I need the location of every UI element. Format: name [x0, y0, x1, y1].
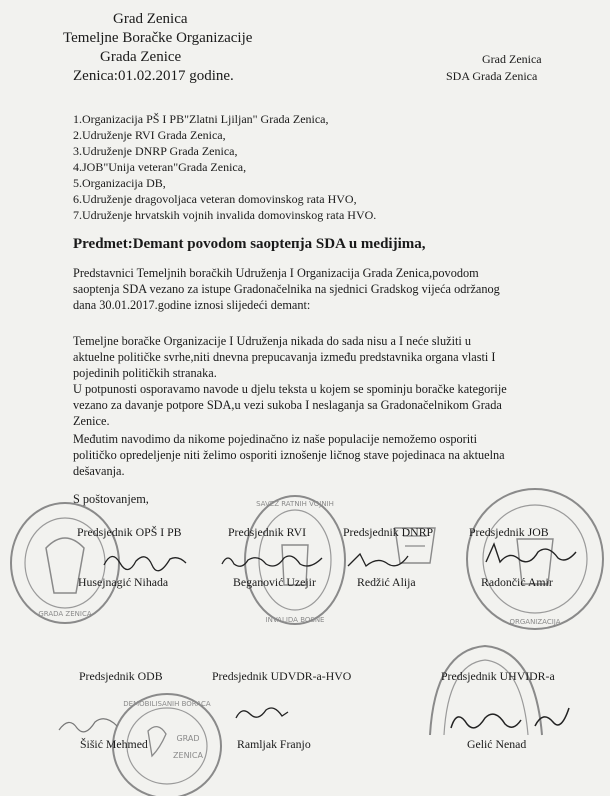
signatory-2-title: Predsjednik RVI	[228, 525, 307, 539]
paragraph-4-line-3: dešavanja.	[73, 464, 125, 478]
sender-line-1: Grad Zenica	[113, 11, 188, 27]
paragraph-1-line-3: dana 30.01.2017.godine iznosi slijedeći demant:	[73, 298, 311, 312]
rvi-stamp-text: INVALIDA BOSNE	[265, 616, 325, 624]
org-item-3: 3.Udruženje DNRP Grada Zenica,	[73, 144, 238, 158]
paragraph-3-line-1: U potpunosti osporavamo navode u djelu teksta u kojem se spominju boračke kategorije	[73, 382, 507, 396]
signature-husejnagic-icon	[100, 545, 190, 575]
paragraph-2-line-2: aktuelne političke svrhe,niti dnevna prepucavanja između predstavnika organa vlasti I	[73, 350, 496, 364]
paragraph-2-line-3: pojedinih političkih stranaka.	[73, 366, 217, 380]
signatory-3-title: Predsjednik DNRP	[343, 525, 434, 539]
sender-line-3: Grada Zenice	[100, 49, 182, 65]
rvi-stamp-top-text: SAVEZ RATNIH VOJNIH	[256, 500, 334, 508]
signature-redzic-icon	[344, 548, 414, 572]
signatory-7-name: Gelić Nenad	[467, 737, 527, 751]
signature-gelic-icon	[445, 702, 575, 738]
paragraph-1-line-2: saoptenja SDA vezano za istupe Gradonačelnika na sjednici Gradskog vijeća održanog	[73, 282, 500, 296]
sender-line-2: Temeljne Boračke Organizacije	[63, 30, 253, 46]
document-date: Zenica:01.02.2017 godine.	[73, 68, 234, 84]
paragraph-3-line-3: Zenice.	[73, 414, 110, 428]
org-item-6: 6.Udruženje dragovoljaca veteran domovinskog rata HVO,	[73, 192, 357, 206]
signature-sisic-icon	[55, 710, 125, 740]
paragraph-4-line-1: Međutim navodimo da nikome pojedinačno iz naše populacije nemožemo osporiti	[73, 432, 477, 446]
recipient-line-2: SDA Grada Zenica	[446, 69, 538, 83]
recipient-line-1: Grad Zenica	[482, 52, 542, 66]
signature-beganovic-icon	[218, 548, 328, 574]
signatory-1-title: Predsjednik OPŠ I PB	[77, 525, 182, 539]
odb-stamp-line-3: ZENICA	[173, 751, 203, 760]
signatory-6-title: Predsjednik UDVDR-a-HVO	[212, 669, 352, 683]
odb-stamp-line-1: DEMOBILISANIH BORACA	[123, 700, 211, 708]
signatory-6-name: Ramljak Franjo	[237, 737, 311, 751]
signatory-5-title: Predsjednik ODB	[79, 669, 163, 683]
signature-ramljak-icon	[232, 700, 292, 726]
signatory-2-name: Beganović Uzejir	[233, 575, 316, 589]
paragraph-2-line-1: Temeljne boračke Organizacije I Udruženja nikada do sada nisu a I neće služiti u	[73, 334, 472, 348]
signatory-5-name: Šišić Mehmed	[80, 737, 148, 751]
subject-line: Predmet:Demant povodom saopteпja SDA u medijima,	[73, 236, 426, 252]
signatory-1-name: Husejnagić Nihada	[78, 575, 169, 589]
org-item-5: 5.Organizacija DB,	[73, 176, 166, 190]
paragraph-3-line-2: vezano za davanje potpore SDA,u vezi sukoba I neslaganja sa Gradonačelnikom Grada	[73, 398, 502, 412]
paragraph-1-line-1: Predstavnici Temeljnih boračkih Udruženja I Organizacija Grada Zenica,povodom	[73, 266, 479, 280]
signatory-3-name: Redžić Alija	[357, 575, 416, 589]
paragraph-4-line-2: političko opredeljenje niti želimo osporiti iznošenje ličnog stave pojedinaca na aktuelna	[73, 448, 505, 462]
signatory-4-name: Radončić Amir	[481, 575, 553, 589]
signature-radoncic-icon	[480, 540, 580, 570]
closing-salutation: S poštovanjem,	[73, 492, 149, 506]
signatory-4-title: Predsjednik JOB	[469, 525, 549, 539]
org-item-2: 2.Udruženje RVI Grada Zenica,	[73, 128, 226, 142]
signatory-7-title: Predsjednik UHVIDR-a	[441, 669, 555, 683]
org-item-4: 4.JOB"Unija veteran"Grada Zenica,	[73, 160, 247, 174]
opsipb-stamp-text: GRADA ZENICA	[38, 610, 92, 618]
job-stamp-text: ORGANIZACIJA	[509, 618, 561, 626]
org-item-1: 1.Organizacija PŠ I PB"Zlatni Ljiljan" Grada Zenica,	[73, 112, 329, 126]
odb-stamp-line-2: GRAD	[176, 734, 200, 743]
org-item-7: 7.Udruženje hrvatskih vojnih invalida domovinskog rata HVO.	[73, 208, 377, 222]
